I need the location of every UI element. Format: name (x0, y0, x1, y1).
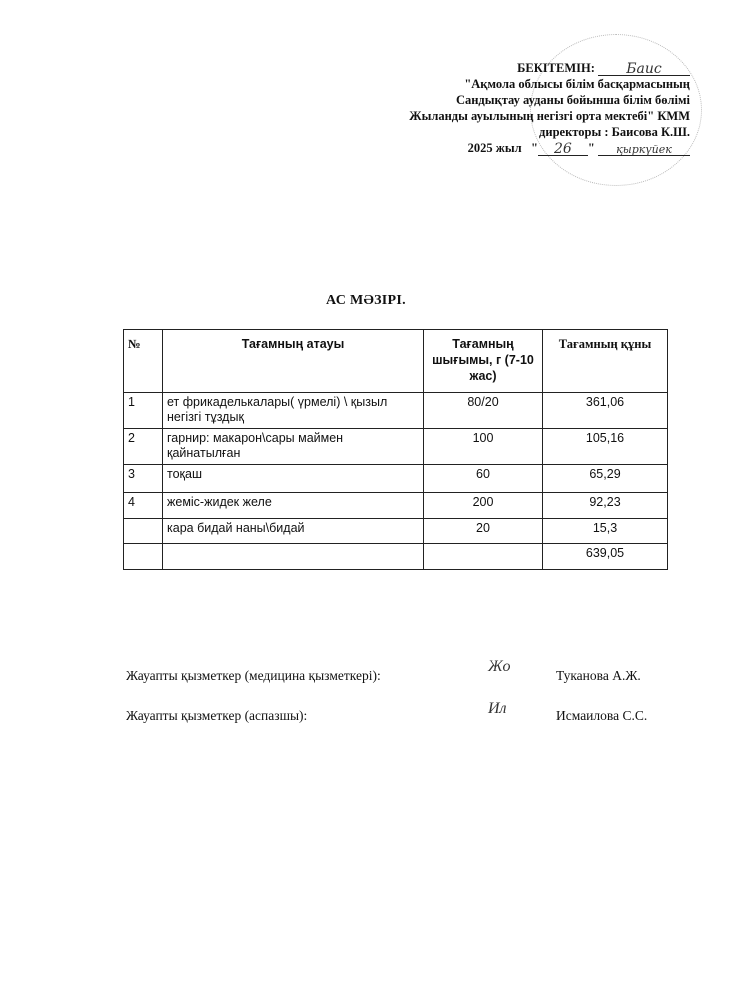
cell-name (163, 544, 424, 570)
cell-no: 3 (124, 465, 163, 493)
header-no: № (124, 330, 163, 393)
cell-no: 2 (124, 429, 163, 465)
approval-director-line: директоры : Баисова К.Ш. (539, 125, 690, 139)
date-close-quote: " (587, 141, 595, 155)
responsible-signature: Ил (488, 700, 507, 717)
table-row-total (124, 544, 668, 570)
document-title: АС МӘЗІРІ. (326, 293, 406, 308)
header-name: Тағамның атауы (163, 330, 424, 393)
cell-yield: 80/20 (424, 393, 543, 429)
cell-no (124, 519, 163, 544)
responsible-person: Туканова А.Ж. (556, 668, 641, 683)
date-year: 2025 жыл (467, 141, 522, 155)
approval-title-line (330, 60, 690, 76)
menu-header-row (124, 330, 668, 393)
responsible-label: Жауапты қызметкер (аспазшы): (126, 708, 308, 723)
table-row (124, 493, 668, 519)
approval-signature-line (598, 61, 690, 76)
approval-date-line (330, 140, 690, 156)
approval-block (330, 60, 690, 156)
cell-price: 15,3 (543, 519, 668, 544)
cell-total-price: 639,05 (543, 544, 668, 570)
date-open-quote: " (530, 141, 538, 155)
approval-org-line-2: Сандықтау ауданы бойынша білім бөлімі (455, 93, 690, 107)
approval-title: БЕКІТЕМІН: (517, 61, 595, 75)
responsible-label: Жауапты қызметкер (медицина қызметкері): (126, 668, 381, 683)
menu-table (123, 329, 668, 570)
director-signature: Баис (626, 61, 662, 77)
cell-yield: 20 (424, 519, 543, 544)
table-row (124, 429, 668, 465)
cell-no: 4 (124, 493, 163, 519)
table-row (124, 519, 668, 544)
responsible-signature: Жо (488, 658, 511, 675)
approval-org-line-3: Жыланды ауылының негізгі орта мектебі" КММ (409, 109, 690, 123)
cell-name: жеміс-жидек желе (163, 493, 424, 519)
cell-name: ет фрикаделькалары( үрмелі) \ қызыл негізгі тұздық (163, 393, 424, 429)
header-price: Тағамның құны (543, 330, 668, 393)
date-month: қыркүйек (616, 143, 672, 156)
date-month-line (598, 141, 690, 156)
cell-yield: 100 (424, 429, 543, 465)
cell-price: 361,06 (543, 393, 668, 429)
cell-price: 92,23 (543, 493, 668, 519)
cell-name: тоқаш (163, 465, 424, 493)
date-day: 26 (554, 141, 572, 157)
approval-org-line-1: "Ақмола облысы білім басқармасының (464, 77, 690, 91)
cell-no: 1 (124, 393, 163, 429)
cell-yield (424, 544, 543, 570)
responsible-person: Исмаилова С.С. (556, 708, 648, 723)
cell-yield: 200 (424, 493, 543, 519)
cell-price: 65,29 (543, 465, 668, 493)
cell-no (124, 544, 163, 570)
table-row (124, 465, 668, 493)
cell-price: 105,16 (543, 429, 668, 465)
table-row (124, 393, 668, 429)
cell-name: кара бидай наны\бидай (163, 519, 424, 544)
cell-yield: 60 (424, 465, 543, 493)
date-day-line (538, 141, 588, 156)
cell-name: гарнир: макарон\сары маймен қайнатылған (163, 429, 424, 465)
header-yield: Тағамның шығымы, г (7-10 жас) (424, 330, 543, 393)
